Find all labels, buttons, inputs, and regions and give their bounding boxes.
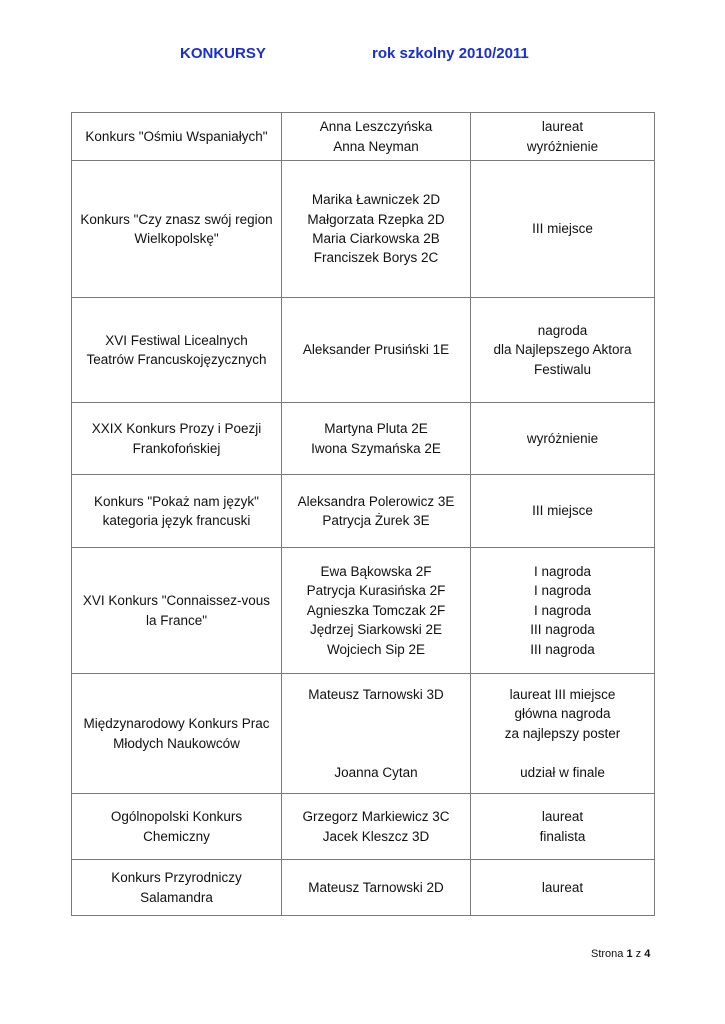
table-row <box>72 403 655 475</box>
cell-line: Maria Ciarkowska 2B <box>312 231 440 246</box>
contest-cell <box>72 475 282 548</box>
cell-line: Aleksander Prusiński 1E <box>302 342 450 358</box>
contest-cell <box>72 548 282 674</box>
contest-cell <box>72 161 282 298</box>
cell-line: za najlepszy poster <box>504 725 621 741</box>
cell-line <box>288 724 464 743</box>
cell-line: Aleksandra Polerowicz 3E <box>297 493 455 509</box>
cell-line: nagroda <box>537 322 588 338</box>
cell-line: I nagroda <box>533 602 592 618</box>
contest-cell <box>72 794 282 860</box>
table-row <box>72 548 655 674</box>
cell-line: Teatrów Francuskojęzycznych <box>86 352 267 367</box>
cell-line: Mateusz Tarnowski 3D <box>308 687 444 702</box>
cell-line: Agnieszka Tomczak 2F <box>306 602 446 618</box>
cell-line: Joanna Cytan <box>334 764 418 780</box>
cell-line <box>288 743 464 762</box>
participants-cell <box>282 161 471 298</box>
cell-line: udział w finale <box>520 764 605 780</box>
results-cell <box>471 113 655 161</box>
cell-line: dla Najlepszego Aktora <box>493 342 632 358</box>
contests-table <box>71 112 655 916</box>
participants-cell <box>282 794 471 860</box>
cell-line: Małgorzata Rzepka 2D <box>307 211 445 227</box>
cell-line: Wielkopolskę" <box>134 231 219 246</box>
contest-cell <box>72 860 282 916</box>
cell-line: Konkurs "Pokaż nam język" <box>94 493 259 509</box>
cell-line: XXIX Konkurs Prozy i Poezji <box>91 421 262 437</box>
participants-cell <box>282 298 471 403</box>
cell-line: Jacek Kleszcz 3D <box>322 828 430 844</box>
cell-line: laureat III miejsce <box>509 686 616 702</box>
cell-line: la France" <box>145 612 208 628</box>
results-cell <box>471 161 655 298</box>
participants-cell <box>282 113 471 161</box>
school-year-title: rok szkolny 2010/2011 <box>372 45 529 62</box>
cell-line <box>477 743 648 762</box>
table-row <box>72 113 655 161</box>
cell-line: Grzegorz Markiewicz 3C <box>302 809 450 825</box>
cell-line: finalista <box>539 828 586 844</box>
cell-line: Patrycja Żurek 3E <box>322 513 430 528</box>
cell-line: Jędrzej Siarkowski 2E <box>309 622 443 638</box>
cell-line: III miejsce <box>532 221 593 237</box>
cell-line: XVI Konkurs "Connaissez-vous <box>82 593 271 609</box>
cell-line: III miejsce <box>532 503 593 519</box>
table-row <box>72 860 655 916</box>
cell-line: Franciszek Borys 2C <box>313 250 439 266</box>
cell-line: wyróżnienie <box>526 430 599 446</box>
cell-line: Ogólnopolski Konkurs <box>110 809 243 825</box>
cell-line: I nagroda <box>533 583 592 599</box>
page-separator: z <box>635 948 642 960</box>
cell-line: Chemiczny <box>143 828 210 844</box>
cell-line: Festiwalu <box>533 361 592 377</box>
table-row <box>72 298 655 403</box>
table-row <box>72 161 655 298</box>
cell-line: Patrycja Kurasińska 2F <box>306 583 446 599</box>
cell-line: kategoria język francuski <box>102 513 251 528</box>
results-cell <box>471 674 655 794</box>
cell-line: Konkurs Przyrodniczy <box>111 870 242 886</box>
table-row <box>72 674 655 794</box>
participants-cell <box>282 674 471 794</box>
table-row <box>72 794 655 860</box>
participants-cell <box>282 403 471 475</box>
cell-line: III nagroda <box>530 641 595 657</box>
cell-line: główna nagroda <box>514 706 611 722</box>
cell-line: Ewa Bąkowska 2F <box>320 563 432 579</box>
results-cell <box>471 403 655 475</box>
results-cell <box>471 475 655 548</box>
contest-cell <box>72 298 282 403</box>
cell-line: laureat <box>541 119 584 135</box>
cell-line: laureat <box>541 879 584 895</box>
cell-line: Konkurs "Czy znasz swój region <box>80 211 273 227</box>
participants-cell <box>282 860 471 916</box>
cell-line <box>288 704 464 723</box>
cell-line: Wojciech Sip 2E <box>326 641 426 657</box>
cell-line: Martyna Pluta 2E <box>324 421 428 437</box>
results-cell <box>471 548 655 674</box>
contest-cell <box>72 403 282 475</box>
cell-line: Mateusz Tarnowski 2D <box>308 879 444 895</box>
cell-line: Iwona Szymańska 2E <box>311 440 441 456</box>
results-cell <box>471 298 655 403</box>
participants-cell <box>282 548 471 674</box>
cell-line: laureat <box>541 809 584 825</box>
results-cell <box>471 860 655 916</box>
cell-line: Anna Neyman <box>333 138 419 154</box>
cell-line: Anna Leszczyńska <box>319 119 433 135</box>
cell-line: Konkurs "Ośmiu Wspaniałych" <box>85 128 268 144</box>
page-total: 4 <box>644 948 651 960</box>
page-label: Strona <box>591 948 624 960</box>
table-row <box>72 475 655 548</box>
cell-line: XVI Festiwal Licealnych <box>105 332 248 348</box>
cell-line: Frankofońskiej <box>132 440 221 456</box>
contest-cell <box>72 674 282 794</box>
cell-line: Młodych Naukowców <box>113 735 240 751</box>
cell-line: Salamandra <box>140 889 213 905</box>
page-current: 1 <box>626 948 633 960</box>
page-title: KONKURSY <box>180 45 266 62</box>
cell-line: wyróżnienie <box>526 138 599 154</box>
cell-line: III nagroda <box>530 622 595 638</box>
cell-line: I nagroda <box>533 563 592 579</box>
cell-line: Międzynarodowy Konkurs Prac <box>83 716 270 732</box>
contest-cell <box>72 113 282 161</box>
cell-line: Marika Ławniczek 2D <box>311 192 441 208</box>
results-cell <box>471 794 655 860</box>
participants-cell <box>282 475 471 548</box>
page-number <box>591 948 650 960</box>
